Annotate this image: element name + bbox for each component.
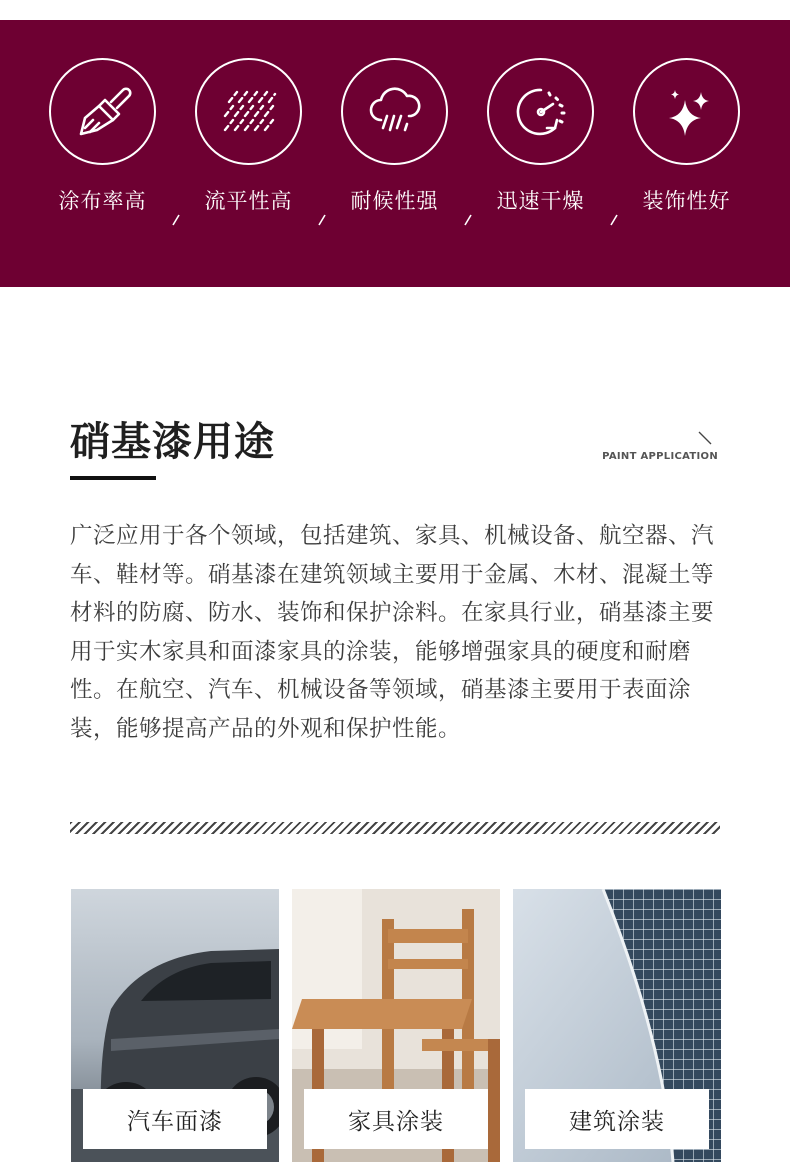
card-label: 汽车面漆 bbox=[83, 1089, 267, 1149]
title-underline bbox=[70, 476, 156, 480]
feature-label: 装饰性好 bbox=[642, 189, 731, 213]
feature-label: 涂布率高 bbox=[58, 189, 147, 213]
separator-slash bbox=[463, 213, 473, 227]
decorative-slash bbox=[697, 430, 713, 446]
section-subtitle: PAINT APPLICATION bbox=[602, 451, 718, 462]
separator-slash bbox=[317, 213, 327, 227]
section-body: 广泛应用于各个领域，包括建筑、家具、机械设备、航空器、汽车、鞋材等。硝基漆在建筑领域主要用于金属、木材、混凝土等材料的防腐、防水、装饰和保护涂料。在家具行业，硝基漆主要用于实木家具和面漆家具的涂装，能够增强家具的硬度和耐磨性。在航空、汽车、机械设备等领域，硝基漆主要用于表面涂装，能够提高产品的外观和保护性能。 bbox=[70, 523, 715, 742]
card-architecture[interactable] bbox=[513, 889, 721, 1162]
feature-leveling bbox=[195, 58, 302, 215]
paint-brush-icon bbox=[49, 58, 156, 165]
section-title: 硝基漆用途 bbox=[70, 419, 275, 465]
hatch-divider bbox=[70, 822, 720, 834]
feature-decorative bbox=[633, 58, 740, 215]
feature-label: 流平性高 bbox=[204, 189, 293, 213]
feature-weather bbox=[341, 58, 448, 215]
feature-drying bbox=[487, 58, 594, 215]
card-car-paint[interactable] bbox=[71, 889, 279, 1162]
separator-slash bbox=[609, 213, 619, 227]
feature-coverage bbox=[49, 58, 156, 215]
cloud-rain-icon bbox=[341, 58, 448, 165]
feature-label: 耐候性强 bbox=[350, 189, 439, 213]
card-label: 家具涂装 bbox=[304, 1089, 488, 1149]
speedometer-icon bbox=[487, 58, 594, 165]
rain-lines-icon bbox=[195, 58, 302, 165]
sparkle-icon bbox=[633, 58, 740, 165]
card-label: 建筑涂装 bbox=[525, 1089, 709, 1149]
feature-label: 迅速干燥 bbox=[496, 189, 585, 213]
card-furniture[interactable] bbox=[292, 889, 500, 1162]
separator-slash bbox=[171, 213, 181, 227]
